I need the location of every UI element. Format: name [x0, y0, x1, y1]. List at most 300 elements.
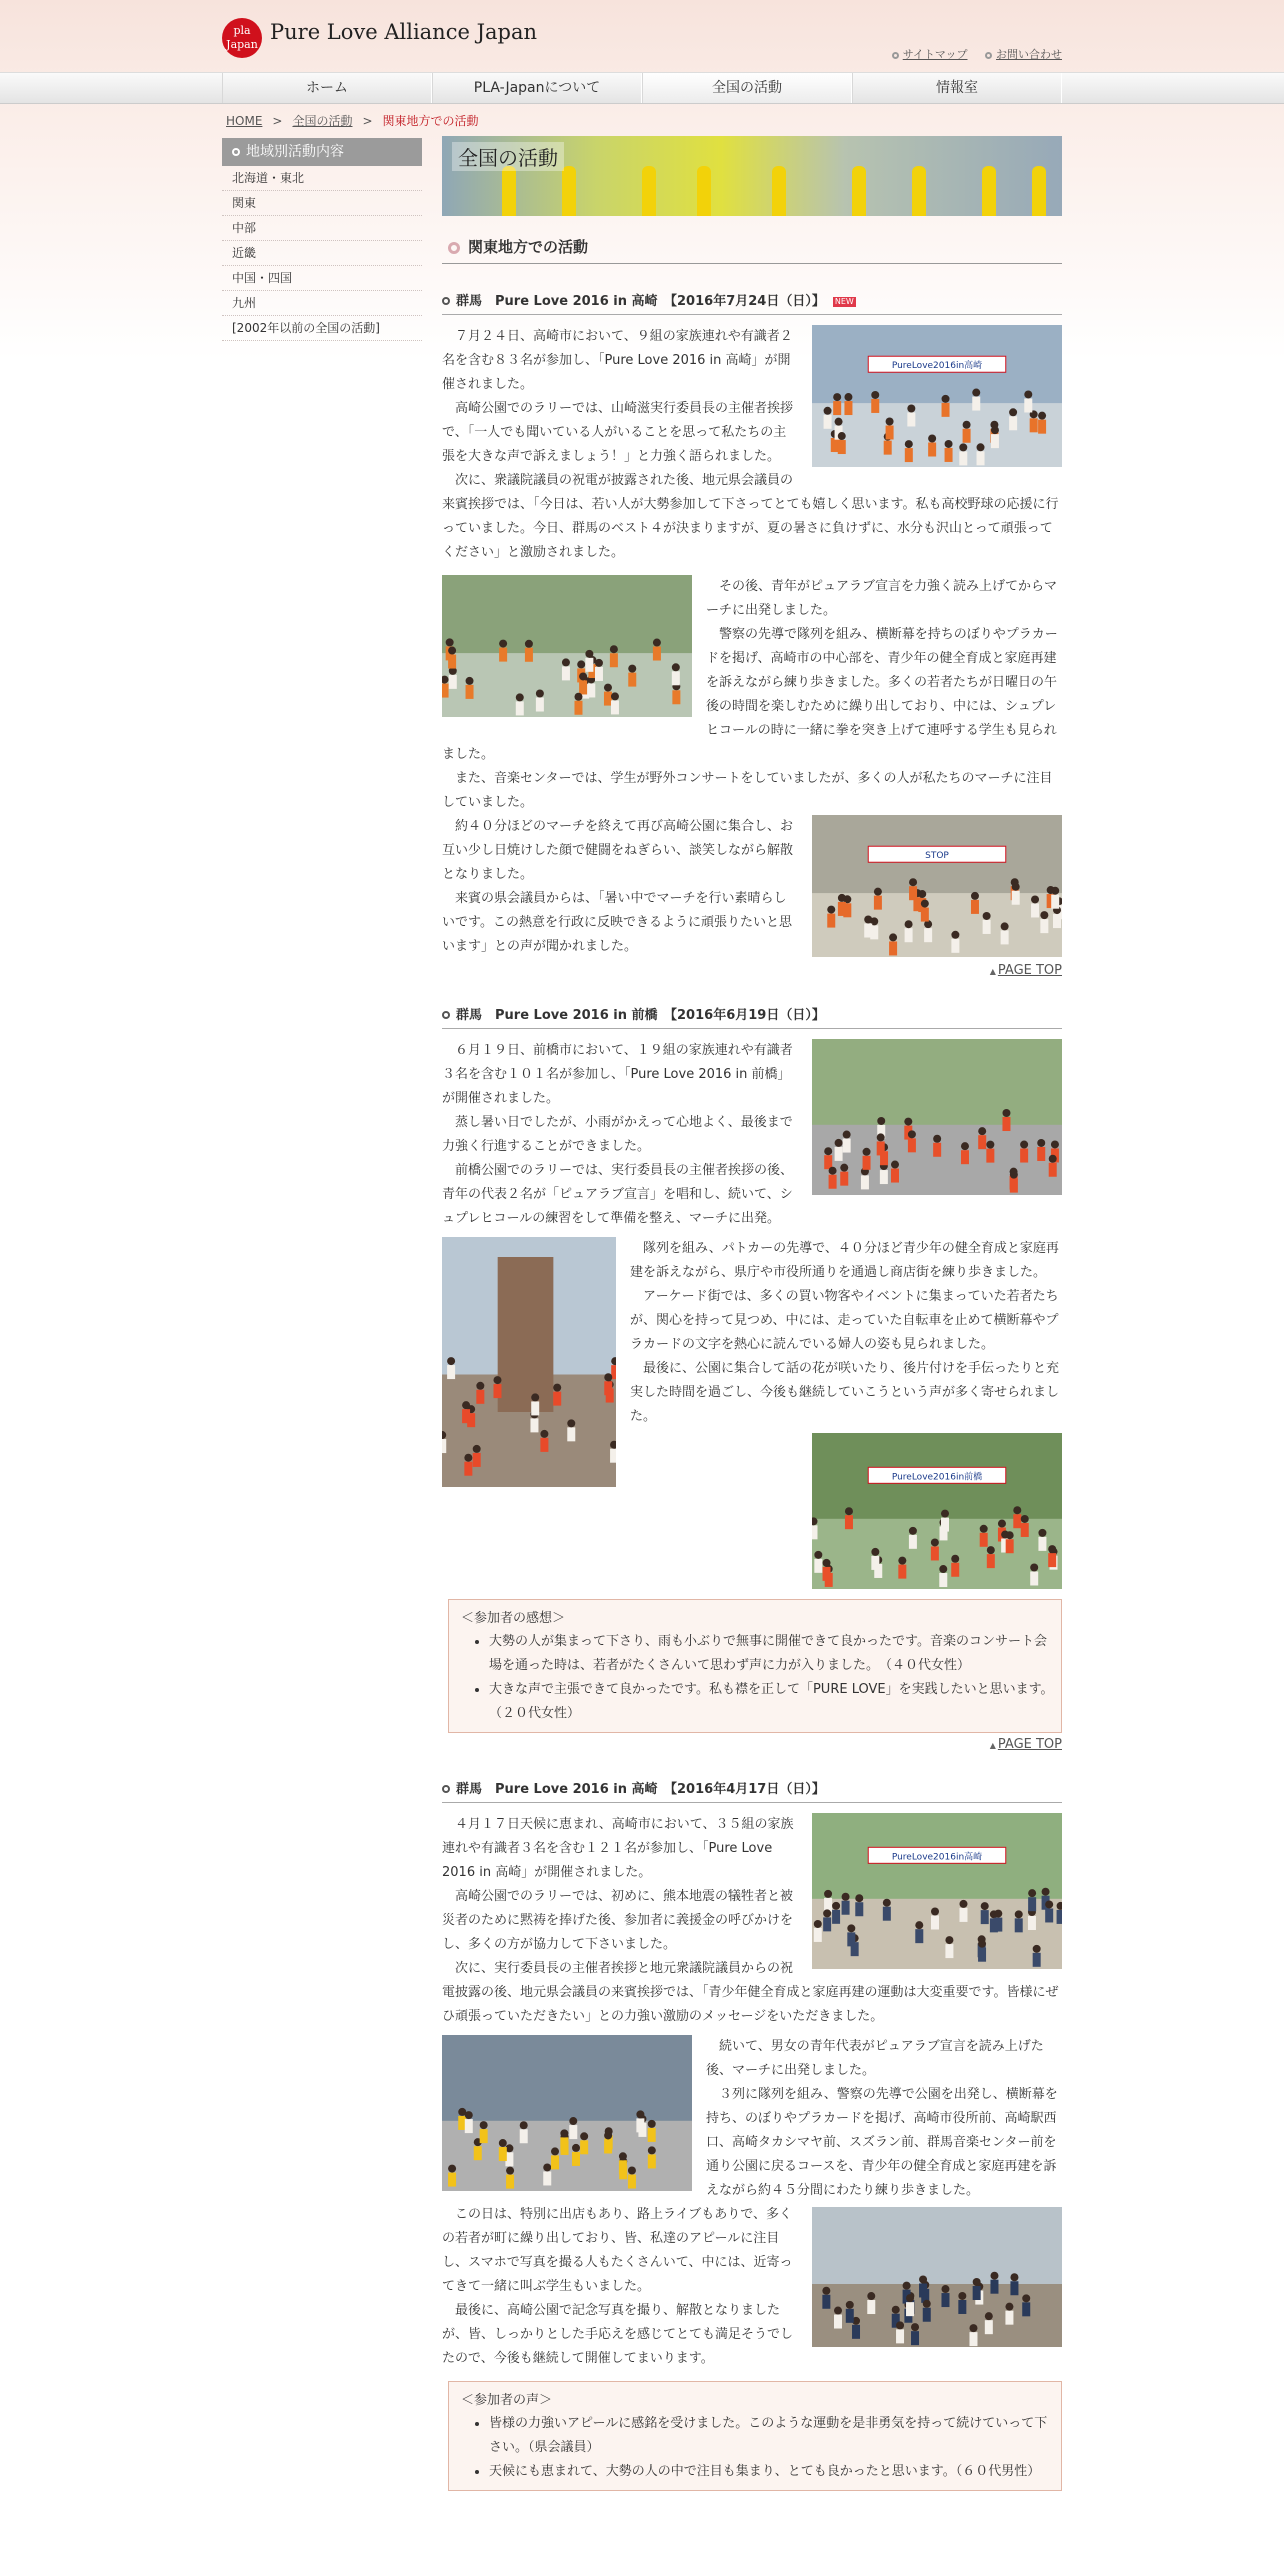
photo-person	[987, 1554, 995, 1568]
section-heading-maebashi	[442, 1004, 1062, 1029]
photo-person	[464, 1462, 472, 1476]
photo-person	[867, 2300, 875, 2314]
photo-person	[628, 673, 636, 687]
photo-person	[448, 2173, 456, 2187]
photo-person-head	[1020, 1141, 1028, 1149]
photo-person	[990, 2280, 998, 2294]
photo-person-head	[595, 659, 603, 667]
photo-person-head	[855, 1894, 863, 1902]
photo-person-head	[987, 1546, 995, 1554]
photo-person-head	[983, 912, 991, 920]
photo-person	[980, 1533, 988, 1547]
voice-item: • 大勢の人が集まって下さり、雨も小ぶりで無事に開催できて良かったです。音楽のコンサート会場を通った時は、若者がたくさんいて思わず声に力が入りました。 （４０代女性）	[489, 1630, 1051, 1678]
photo-person-head	[531, 1393, 539, 1401]
photo-person-head	[1030, 1563, 1038, 1571]
photo-person	[915, 1929, 923, 1943]
photo-person	[838, 440, 846, 454]
photo-person	[466, 685, 474, 699]
photo-person-head	[909, 1527, 917, 1535]
sidebar-item-chugoku-shikoku[interactable]: 中国・四国	[222, 266, 422, 291]
paragraph: ６月１９日、前橋市において、１９組の家族連れや有識者３名を含む１０１名が参加し、「Pure Love 2016 in 前橋」が開催されました。	[442, 1043, 793, 1106]
photo-person	[823, 1567, 831, 1581]
hero-figure	[912, 166, 926, 216]
photo-person-head	[562, 658, 570, 666]
photo-person	[824, 415, 832, 429]
section-body	[442, 575, 1062, 959]
photo-person	[814, 1928, 822, 1942]
hero-banner	[442, 136, 1062, 216]
photo-person-head	[604, 2131, 612, 2139]
sidebar-item-kyushu[interactable]: 九州	[222, 291, 422, 316]
photo-person	[823, 1917, 831, 1931]
photo-person-head	[892, 2306, 900, 2314]
photo-person	[958, 2300, 966, 2314]
participant-voices	[448, 1599, 1062, 1733]
page-title	[442, 236, 1062, 264]
photo-person	[931, 1916, 939, 1930]
section-heading-text: 群馬 Pure Love 2016 in 高崎 【2016年4月17日（日）】	[456, 1782, 825, 1797]
photo-person-head	[877, 1117, 885, 1125]
photo-person	[473, 1453, 481, 1467]
photo-person	[971, 900, 979, 914]
march-photo-takasaki-july-2	[812, 815, 1062, 957]
gnav-info[interactable]: 情報室	[852, 73, 1062, 103]
photo-person	[911, 2331, 919, 2345]
photo-person-head	[1038, 1529, 1046, 1537]
photo-person-head	[835, 418, 843, 426]
photo-person	[945, 1944, 953, 1958]
photo-person	[1049, 1163, 1057, 1177]
photo-person	[1040, 919, 1048, 933]
photo-person-head	[1015, 1910, 1023, 1918]
utility-links	[892, 46, 1062, 62]
photo-person	[923, 2308, 931, 2322]
photo-person	[845, 1515, 853, 1529]
photo-person	[648, 2128, 656, 2142]
photo-person-head	[864, 916, 872, 924]
hero-figure	[1032, 166, 1046, 216]
logo-icon[interactable]: pla Japan	[222, 18, 262, 58]
photo-person	[1010, 2281, 1018, 2295]
new-badge: NEW	[834, 297, 854, 306]
photo-person	[1037, 1147, 1045, 1161]
photo-person-head	[838, 432, 846, 440]
march-photo-takasaki-july-1	[442, 575, 692, 717]
photo-person	[1033, 1953, 1041, 1967]
photo-person-head	[941, 1510, 949, 1518]
photo-person	[833, 401, 841, 415]
photo-person	[628, 2175, 636, 2189]
photo-person-head	[871, 1548, 879, 1556]
photo-person-head	[536, 690, 544, 698]
photo-person-head	[1024, 390, 1032, 398]
photo-person	[493, 1384, 501, 1398]
photo-person	[883, 1907, 891, 1921]
contact-link[interactable]: お問い合わせ	[996, 48, 1062, 61]
photo-person-head	[1049, 1155, 1057, 1163]
photo-person-head	[1033, 1945, 1041, 1953]
photo-person	[907, 412, 915, 426]
photo-person	[442, 1439, 446, 1453]
paragraph: 隊列を組み、パトカーの先導で、４０分ほど青少年の健全育成と家庭再建を訴えながら、県庁や市役所通りを通過し商店街を練り歩きました。	[630, 1241, 1059, 1280]
photo-person	[906, 2302, 914, 2316]
sidebar-item-kanto[interactable]: 関東	[222, 191, 422, 216]
photo-person	[831, 438, 839, 452]
photo-person	[941, 2293, 949, 2307]
photo-person-head	[1042, 1888, 1050, 1896]
photo-person-head	[823, 1909, 831, 1917]
photo-person-head	[907, 404, 915, 412]
photo-person	[891, 1169, 899, 1183]
section-heading-takasaki-july	[442, 290, 1062, 315]
photo-person-head	[963, 421, 971, 429]
photo-person	[595, 667, 603, 681]
photo-person-head	[1031, 895, 1039, 903]
paragraph: ３列に隊列を組み、警察の先導で公園を出発し、横断幕を持ち、のぼりやプラカードを掲げ、高崎市役所前、高崎駅西口、高崎タカシマヤ前、スズラン前、群馬音楽センター前を通り公園に戻るコースを、青少年の健全育成と家庭再建を訴えながら約４５分間にわたり練り歩きました。	[706, 2087, 1058, 2198]
photo-person-head	[465, 2111, 473, 2119]
photo-person-head	[1040, 911, 1048, 919]
site-header	[0, 0, 1284, 70]
photo-person	[840, 1172, 848, 1186]
photo-person	[610, 1449, 616, 1463]
section-heading-takasaki-april	[442, 1778, 1062, 1803]
photo-person	[530, 1418, 538, 1432]
photo-person	[520, 2129, 528, 2143]
photo-person	[1005, 2311, 1013, 2325]
photo-person-head	[551, 2147, 559, 2155]
photo-person-head	[889, 933, 897, 941]
photo-person	[499, 2147, 507, 2161]
photo-person	[861, 1175, 869, 1189]
photo-person-head	[980, 1525, 988, 1533]
paragraph: その後、青年がピュアラブ宣言を力強く読み上げてからマーチに出発しました。	[706, 579, 1058, 618]
photo-person	[447, 1365, 455, 1379]
sidebar-item-tohoku[interactable]: 北海道・東北	[222, 166, 422, 191]
photo-person-head	[985, 2312, 993, 2320]
photo-person-head	[886, 418, 894, 426]
photo-person-head	[942, 395, 950, 403]
circle-bullet-icon	[442, 1785, 450, 1793]
photo-person-head	[919, 2275, 927, 2283]
photo-person	[909, 1535, 917, 1549]
photo-person	[945, 448, 953, 462]
photo-banner-text: STOP	[925, 851, 949, 862]
photo-person-head	[619, 2152, 627, 2160]
photo-person	[933, 1143, 941, 1157]
photo-person-head	[969, 2324, 977, 2332]
march-photo-takasaki-april-1	[812, 1813, 1062, 1969]
photo-person-head	[579, 672, 587, 680]
photo-person-head	[1010, 2273, 1018, 2281]
march-photo-takasaki-april-2	[442, 2035, 692, 2191]
photo-person	[855, 1902, 863, 1916]
paragraph: 約４０分ほどのマーチを終えて再び高崎公園に集合し、お互い少し日焼けした顔で健闘をねぎらい、談笑しながら解散となりました。	[442, 819, 794, 882]
photo-person-head	[867, 2292, 875, 2300]
photo-person	[1024, 398, 1032, 412]
photo-person-head	[846, 2301, 854, 2309]
voices-title: ＜参加者の声＞	[461, 2393, 553, 2408]
photo-person-head	[814, 1551, 822, 1559]
photo-person	[921, 908, 929, 922]
photo-person	[832, 1910, 840, 1924]
photo-person	[877, 1141, 885, 1155]
photo-person	[506, 2175, 514, 2189]
photo-person	[604, 1381, 612, 1395]
photo-ground	[812, 893, 1062, 957]
group-photo-maebashi	[812, 1433, 1062, 1589]
photo-person-head	[574, 693, 582, 701]
photo-person	[842, 1901, 850, 1915]
photo-person-head	[909, 878, 917, 886]
photo-person	[525, 648, 533, 662]
photo-person-head	[1028, 1889, 1036, 1897]
photo-person-head	[1051, 887, 1059, 895]
breadcrumb-current: 関東地方での活動	[382, 114, 479, 128]
page-top-link[interactable]: PAGE TOP	[997, 963, 1062, 978]
paragraph: 次に、実行委員長の主催者挨拶と地元衆議院議員からの祝電披露の後、地元県会議員の来賓挨拶では、「青少年健全育成と家庭再建の運動は大変重要です。皆様にぜひ頑張っていただきたい」との力強い激励のメッセージをいただきました。	[442, 1961, 1059, 2024]
voice-item: • 皆様の力強いアピールに感銘を受けました。このような運動を是非勇気を持って続けていって下さい。（県会議員）	[489, 2412, 1051, 2460]
photo-person-head	[499, 2139, 507, 2147]
photo-person-head	[977, 443, 985, 451]
photo-person	[1012, 891, 1020, 905]
photo-person	[838, 902, 846, 916]
paragraph: また、音楽センターでは、学生が野外コンサートをしていましたが、多くの人が私たちのマーチに注目していました。	[442, 771, 1053, 810]
photo-person	[604, 692, 612, 706]
breadcrumb	[226, 112, 479, 129]
paragraph: 次に、衆議院議員の祝電が披露された後、地元県会議員の来賓挨拶では、「今日は、若い人が大勢参加して下さってとても嬉しく思います。私も高校野球の応援に行っていました。今日、群馬のベスト４が決まりますが、夏の暑さに負けずに、水分も沢山とって頑張ってください」と激励されました。	[442, 473, 1059, 560]
photo-person-head	[499, 640, 507, 648]
photo-person-head	[838, 894, 846, 902]
march-photo-takasaki-april-3	[812, 2207, 1062, 2347]
photo-person-head	[834, 2307, 842, 2315]
photo-person	[1006, 1539, 1014, 1553]
photo-person-head	[891, 1161, 899, 1169]
photo-person-head	[896, 2321, 904, 2329]
photo-person	[611, 700, 619, 714]
photo-person-head	[446, 638, 454, 646]
photo-person-head	[1012, 883, 1020, 891]
photo-person	[499, 648, 507, 662]
photo-person	[939, 1573, 947, 1587]
section-body	[442, 325, 1062, 565]
photo-person	[822, 2295, 830, 2309]
photo-person	[562, 666, 570, 680]
photo-person-head	[906, 2294, 914, 2302]
photo-person	[1028, 1916, 1036, 1930]
photo-person-head	[560, 2129, 568, 2137]
photo-person-head	[972, 389, 980, 397]
photo-person-head	[998, 1520, 1006, 1528]
photo-person	[569, 2125, 577, 2139]
photo-person-head	[1051, 1140, 1059, 1148]
tower-photo-maebashi	[442, 1237, 616, 1487]
photo-person	[476, 1390, 484, 1404]
paragraph: 高崎公園でのラリーでは、山崎滋実行委員長の主催者挨拶で、「一人でも聞いている人がいることを思って私たちの主張を大きな声で訴えましょう！」と力強く語られました。	[442, 401, 794, 464]
photo-person	[480, 2129, 488, 2143]
paragraph: 高崎公園でのラリーでは、初めに、熊本地震の犠牲者と被災者のために黙祷を捧げた後、参加者に義援金の呼びかけをし、多くの方が協力して下さいました。	[442, 1889, 794, 1952]
photo-person	[1030, 418, 1038, 432]
photo-person-head	[1010, 1171, 1018, 1179]
photo-person-head	[520, 2121, 528, 2129]
photo-person	[516, 701, 524, 715]
photo-person	[871, 399, 879, 413]
photo-person-head	[915, 1921, 923, 1929]
photo-person	[1038, 420, 1046, 434]
photo-person	[1030, 1571, 1038, 1585]
photo-person-head	[871, 391, 879, 399]
main-content	[442, 136, 1062, 2491]
circle-bullet-icon	[442, 297, 450, 305]
photo-person	[1010, 1179, 1018, 1193]
photo-person-head	[476, 1382, 484, 1390]
photo-person-head	[580, 2132, 588, 2140]
breadcrumb-sep: >	[362, 114, 373, 128]
breadcrumb-home[interactable]: HOME	[226, 114, 263, 128]
photo-person-head	[1013, 1506, 1021, 1514]
photo-person	[1038, 1537, 1046, 1551]
photo-person-head	[1021, 1515, 1029, 1523]
photo-person	[551, 2155, 559, 2169]
photo-person-head	[844, 393, 852, 401]
sidebar-item-archive[interactable]: [2002年以前の全国の活動]	[222, 316, 422, 341]
paragraph: 続いて、男女の青年代表がピュアラブ宣言を読み上げた後、マーチに出発しました。	[706, 2039, 1044, 2078]
photo-person	[941, 1518, 949, 1532]
photo-person-head	[939, 1565, 947, 1573]
circle-bullet-icon	[442, 1011, 450, 1019]
photo-person-head	[604, 1373, 612, 1381]
gnav-about[interactable]: PLA-Japanについて	[432, 73, 642, 103]
photo-person-head	[973, 2278, 981, 2286]
hero-figure	[772, 166, 786, 216]
section-body	[442, 2035, 1062, 2371]
photo-person-head	[1045, 1900, 1053, 1908]
photo-person-head	[648, 2146, 656, 2154]
page-title-text: 関東地方での活動	[468, 238, 589, 256]
photo-person-head	[931, 1908, 939, 1916]
photo-person-head	[905, 920, 913, 928]
paragraph: 最後に、高崎公園で記念写真を撮り、解散となりましたが、皆、しっかりとした手応えを感じてとても満足そうでしたので、今後も継続して開催してまいります。	[442, 2303, 794, 2366]
photo-person	[959, 1908, 967, 1922]
photo-person	[905, 928, 913, 942]
photo-banner-text: PureLove2016in前橋	[891, 1472, 983, 1483]
page-top	[442, 963, 1062, 978]
photo-person-head	[845, 1507, 853, 1515]
sidebar-item-kinki[interactable]: 近畿	[222, 241, 422, 266]
photo-person	[604, 2139, 612, 2153]
bullet-icon	[892, 52, 899, 59]
photo-person	[1031, 903, 1039, 917]
photo-person-head	[918, 890, 926, 898]
photo-person-head	[1005, 2303, 1013, 2311]
page-top-link[interactable]: PAGE TOP	[997, 1737, 1062, 1752]
photo-person-head	[473, 1445, 481, 1453]
photo-person-head	[672, 663, 680, 671]
photo-person-head	[611, 692, 619, 700]
group-photo-takasaki-july	[812, 325, 1062, 467]
photo-person-head	[604, 684, 612, 692]
paragraph: ７月２４日、高崎市において、９組の家族連れや有識者２名を含む８３名が参加し、「Pure Love 2016 in 高崎」が開催されました。	[442, 329, 793, 392]
paragraph: この日は、特別に出店もあり、路上ライブもありで、多くの若者が町に繰り出しており、皆、私達のアピールに注目し、スマホで写真を撮る人もたくさんいて、中には、近寄ってきて一緒に叫ぶ学生もいました。	[442, 2207, 793, 2294]
photo-person	[931, 1546, 939, 1560]
photo-person-head	[577, 660, 585, 668]
photo-person-head	[1048, 1545, 1056, 1553]
voice-item: • 天候にも恵まれて、大勢の人の中で注目も集まり、とても良かったと思います。（６０代男性）	[489, 2460, 1051, 2484]
photo-person	[847, 1932, 855, 1946]
photo-person	[969, 2332, 977, 2346]
photo-person-head	[847, 1924, 855, 1932]
photo-person-head	[506, 2167, 514, 2175]
breadcrumb-parent[interactable]: 全国の活動	[292, 114, 353, 128]
photo-person-head	[928, 435, 936, 443]
photo-person	[1013, 1514, 1021, 1528]
bullet-icon	[985, 52, 992, 59]
sidebar-item-chubu[interactable]: 中部	[222, 216, 422, 241]
hero-figure	[697, 166, 711, 216]
photo-person-head	[822, 2287, 830, 2295]
hero-title: 全国の活動	[452, 142, 564, 171]
photo-person-head	[981, 1902, 989, 1910]
sidebar-heading	[222, 138, 422, 166]
photo-person-head	[628, 2167, 636, 2175]
section-heading-text: 群馬 Pure Love 2016 in 前橋 【2016年6月19日（日）】	[456, 1008, 825, 1023]
photo-person	[905, 448, 913, 462]
photo-person	[961, 1150, 969, 1164]
paragraph: 警察の先導で隊列を組み、横断幕を持ちのぼりやプラカードを掲げ、高崎市の中心部を、青少年の健全育成と家庭再建を訴えながら練り歩きました。多くの若者たちが日曜日の午後の時間を楽しむために繰り出しており、中には、シュプレヒコールの時に一緒に拳を突き上げて連呼する学生も見られました。	[442, 627, 1058, 762]
photo-person-head	[540, 1430, 548, 1438]
photo-person	[886, 426, 894, 440]
gnav-home[interactable]: ホーム	[222, 73, 432, 103]
photo-person	[889, 941, 897, 955]
photo-person-head	[462, 1401, 470, 1409]
photo-person-head	[832, 1902, 840, 1910]
photo-person-head	[814, 1920, 822, 1928]
tower-building	[498, 1257, 554, 1412]
photo-person	[928, 443, 936, 457]
photo-person	[580, 2140, 588, 2154]
section-body	[442, 1039, 1062, 1231]
photo-person	[983, 920, 991, 934]
photo-person-head	[911, 2323, 919, 2331]
photo-person-head	[959, 443, 967, 451]
photo-person	[672, 671, 680, 685]
site-title[interactable]: Pure Love Alliance Japan	[270, 20, 538, 44]
photo-person	[863, 1156, 871, 1170]
photo-person-head	[842, 1893, 850, 1901]
photo-person	[572, 2152, 580, 2166]
photo-person	[449, 675, 457, 689]
photo-person-head	[898, 1557, 906, 1565]
photo-person	[994, 1918, 1002, 1932]
photo-person-head	[610, 645, 618, 653]
photo-person-head	[480, 2121, 488, 2129]
sitemap-link[interactable]: サイトマップ	[902, 48, 968, 61]
photo-person	[619, 2160, 627, 2174]
photo-person-head	[959, 1900, 967, 1908]
photo-person	[474, 2146, 482, 2160]
photo-person	[1021, 1523, 1029, 1537]
hero-figure	[642, 166, 656, 216]
photo-person-head	[1038, 412, 1046, 420]
photo-person-head	[493, 1376, 501, 1384]
gnav-activity[interactable]: 全国の活動	[642, 73, 852, 103]
hero-figure	[502, 166, 516, 216]
section-body	[442, 1813, 1062, 2029]
photo-person	[579, 680, 587, 694]
photo-person-head	[978, 1127, 986, 1135]
photo-person-head	[572, 2144, 580, 2152]
photo-person	[610, 653, 618, 667]
hero-figure	[562, 166, 576, 216]
